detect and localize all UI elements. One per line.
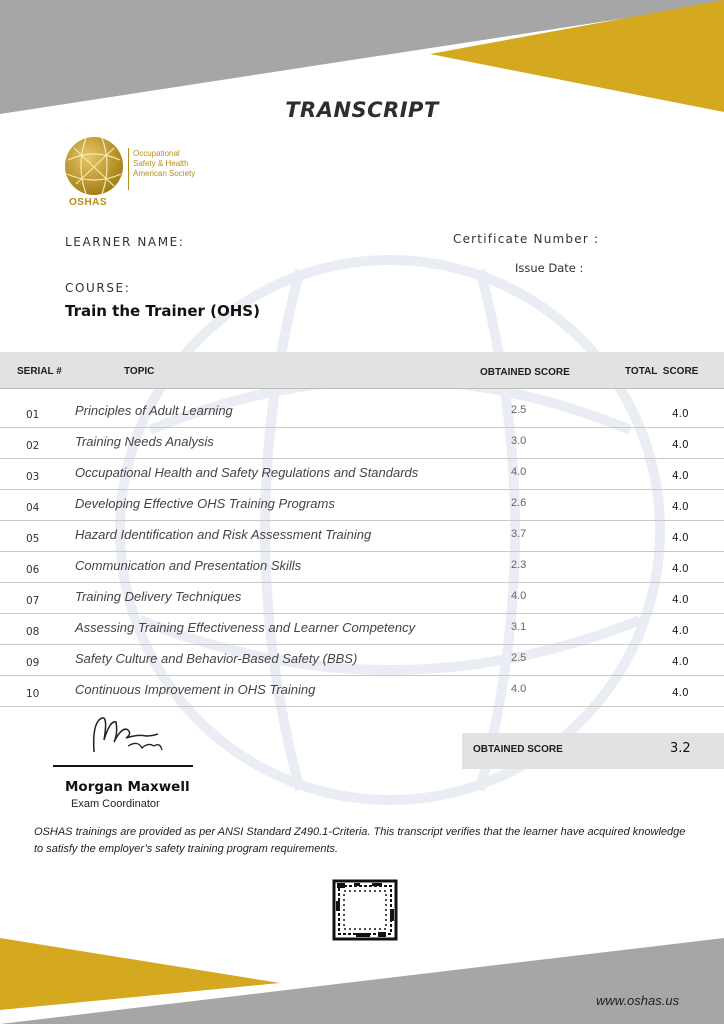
table-row <box>0 427 724 459</box>
row-total-score: 4.0 <box>672 563 689 575</box>
row-topic: Principles of Adult Learning <box>75 403 233 418</box>
row-obtained-score: 3.7 <box>511 528 527 540</box>
table-row <box>0 613 724 645</box>
learner-name-label: LEARNER NAME: <box>65 235 185 249</box>
website-link[interactable]: www.oshas.us <box>596 993 680 1008</box>
logo-name-line: Occupational <box>133 149 180 158</box>
course-label: COURSE: <box>65 281 131 295</box>
table-row <box>0 675 724 707</box>
row-obtained-score: 2.6 <box>511 497 527 509</box>
row-serial: 02 <box>26 440 40 452</box>
row-topic: Developing Effective OHS Training Programs <box>75 496 335 511</box>
row-obtained-score: 4.0 <box>511 466 527 478</box>
row-obtained-score: 3.0 <box>511 435 527 447</box>
table-row <box>0 582 724 614</box>
table-row <box>0 551 724 583</box>
row-total-score: 4.0 <box>672 594 689 606</box>
row-obtained-score: 4.0 <box>511 590 527 602</box>
row-total-score: 4.0 <box>672 532 689 544</box>
row-topic: Assessing Training Effectiveness and Learner Competency <box>75 620 416 635</box>
row-serial: 03 <box>26 471 40 483</box>
logo-organization-name <box>133 149 195 179</box>
row-topic: Training Needs Analysis <box>75 434 214 449</box>
page-title: TRANSCRIPT <box>285 98 439 122</box>
certificate-number-label: Certificate Number : <box>453 232 600 246</box>
row-total-score: 4.0 <box>672 625 689 637</box>
globe-logo-icon <box>64 136 126 198</box>
logo-name-line: Safety & Health <box>133 159 189 168</box>
row-serial: 10 <box>26 688 40 700</box>
row-total-score: 4.0 <box>672 687 689 699</box>
header-serial: SERIAL # <box>17 366 62 377</box>
table-row <box>0 489 724 521</box>
row-obtained-score: 3.1 <box>511 621 527 633</box>
row-serial: 08 <box>26 626 40 638</box>
obtained-score-summary <box>462 733 724 769</box>
logo-name-line: American Society <box>133 169 196 178</box>
issue-date-label: Issue Date : <box>515 261 584 275</box>
row-total-score: 4.0 <box>672 501 689 513</box>
row-topic: Continuous Improvement in OHS Training <box>75 682 316 697</box>
row-serial: 04 <box>26 502 40 514</box>
row-total-score: 4.0 <box>672 439 689 451</box>
row-total-score: 4.0 <box>672 408 689 420</box>
summary-label: OBTAINED SCORE <box>473 744 563 755</box>
row-topic: Communication and Presentation Skills <box>75 558 302 573</box>
table-header <box>0 352 724 389</box>
summary-value: 3.2 <box>670 741 691 756</box>
row-total-score: 4.0 <box>672 470 689 482</box>
row-obtained-score: 4.0 <box>511 683 527 695</box>
header-total-score: TOTAL SCORE <box>625 366 699 377</box>
row-topic: Hazard Identification and Risk Assessment Training <box>75 527 372 542</box>
row-serial: 09 <box>26 657 40 669</box>
table-row <box>0 520 724 552</box>
logo-abbreviation: OSHAS <box>69 197 108 208</box>
row-obtained-score: 2.5 <box>511 652 527 664</box>
row-obtained-score: 2.5 <box>511 404 527 416</box>
row-serial: 06 <box>26 564 40 576</box>
table-row <box>0 644 724 676</box>
logo-divider <box>128 148 129 190</box>
table-row <box>0 396 724 428</box>
signatory-name: Morgan Maxwell <box>65 779 190 795</box>
row-serial: 05 <box>26 533 40 545</box>
handwritten-signature <box>88 712 168 762</box>
signature-line <box>53 765 193 767</box>
row-topic: Safety Culture and Behavior-Based Safety (BBS) <box>75 651 358 666</box>
row-topic: Occupational Health and Safety Regulations and Standards <box>75 465 419 480</box>
signatory-role: Exam Coordinator <box>71 798 160 810</box>
row-obtained-score: 2.3 <box>511 559 527 571</box>
footnote-text: OSHAS trainings are provided as per ANSI Standard Z490.1-Criteria. This transcript verifies that the learner have acquired knowledge to satisfy the employer’s safety training program requirements. <box>34 826 686 855</box>
header-obtained-score: OBTAINED SCORE <box>480 367 570 378</box>
table-row <box>0 458 724 490</box>
qr-code-icon <box>332 879 398 941</box>
course-name: Train the Trainer (OHS) <box>65 302 260 320</box>
row-total-score: 4.0 <box>672 656 689 668</box>
row-topic: Training Delivery Techniques <box>75 589 242 604</box>
row-serial: 07 <box>26 595 40 607</box>
header-topic: TOPIC <box>124 366 155 377</box>
row-serial: 01 <box>26 409 40 421</box>
